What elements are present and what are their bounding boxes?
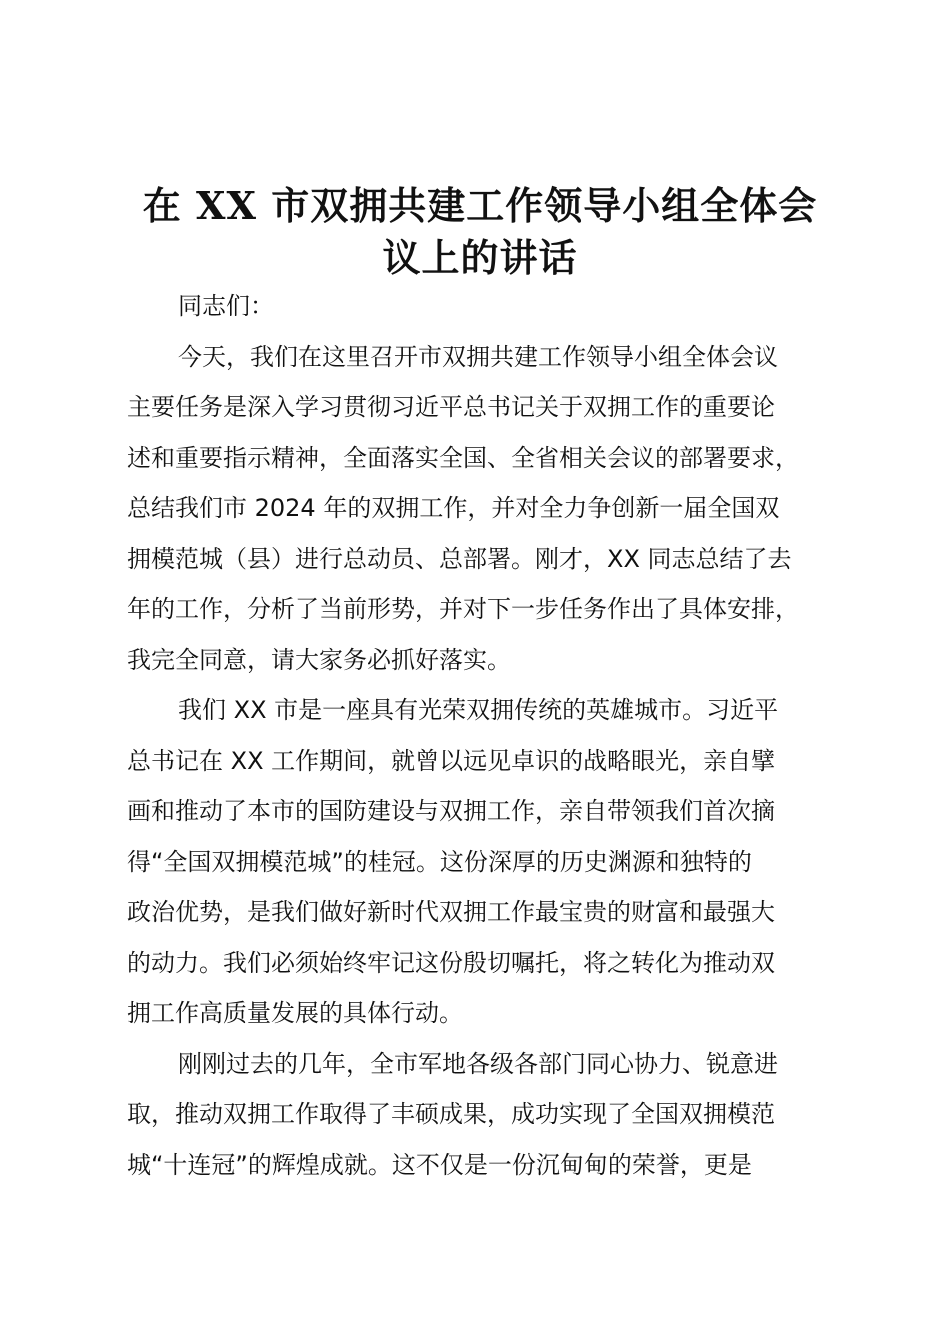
title-line-2: 议上的讲话	[382, 235, 578, 280]
paragraph-3	[127, 1039, 847, 1191]
paragraph-line: 总书记在 XX 工作期间，就曾以远见卓识的战略眼光，亲自擘	[127, 746, 776, 775]
paragraph-line: 总结我们市 2024 年的双拥工作，并对全力争创新一届全国双	[127, 494, 780, 522]
paragraph-line: 刚刚过去的几年，全市军地各级各部门同心协力、锐意进	[178, 1049, 778, 1078]
paragraph-line: 今天，我们在这里召开市双拥共建工作领导小组全体会议	[178, 342, 778, 371]
paragraph-line: 主要任务是深入学习贯彻习近平总书记关于双拥工作的重要论	[127, 393, 775, 421]
paragraph-line: 年的工作，分析了当前形势，并对下一步任务作出了具体安排，	[127, 595, 799, 623]
title-line-1: 在 XX 市双拥共建工作领导小组全体会	[142, 183, 818, 228]
paragraph-line: 拥模范城（县）进行总动员、总部署。刚才，XX 同志总结了去	[127, 544, 792, 573]
paragraph-line: 述和重要指示精神，全面落实全国、全省相关会议的部署要求，	[127, 443, 799, 472]
paragraph-line: 得“全国双拥模范城”的桂冠。这份深厚的历史渊源和独特的	[127, 847, 752, 876]
document-body	[127, 281, 847, 1190]
salutation: 同志们：	[178, 292, 274, 320]
paragraph-line: 政治优势，是我们做好新时代双拥工作最宝贵的财富和最强大	[127, 898, 775, 926]
document-title	[120, 180, 840, 284]
paragraph-line: 城“十连冠”的辉煌成就。这不仅是一份沉甸甸的荣誉，更是	[127, 1150, 752, 1179]
paragraph-line: 我们 XX 市是一座具有光荣双拥传统的英雄城市。习近平	[178, 696, 779, 724]
paragraph-line: 画和推动了本市的国防建设与双拥工作，亲自带领我们首次摘	[127, 797, 775, 825]
paragraph-line: 取，推动双拥工作取得了丰硕成果，成功实现了全国双拥模范	[127, 1100, 775, 1128]
paragraph-2	[127, 685, 847, 1039]
paragraph-1	[127, 332, 847, 686]
paragraph-line: 拥工作高质量发展的具体行动。	[127, 999, 463, 1027]
paragraph-line: 的动力。我们必须始终牢记这份殷切嘱托，将之转化为推动双	[127, 948, 775, 977]
paragraph-line: 我完全同意，请大家务必抓好落实。	[127, 645, 511, 674]
